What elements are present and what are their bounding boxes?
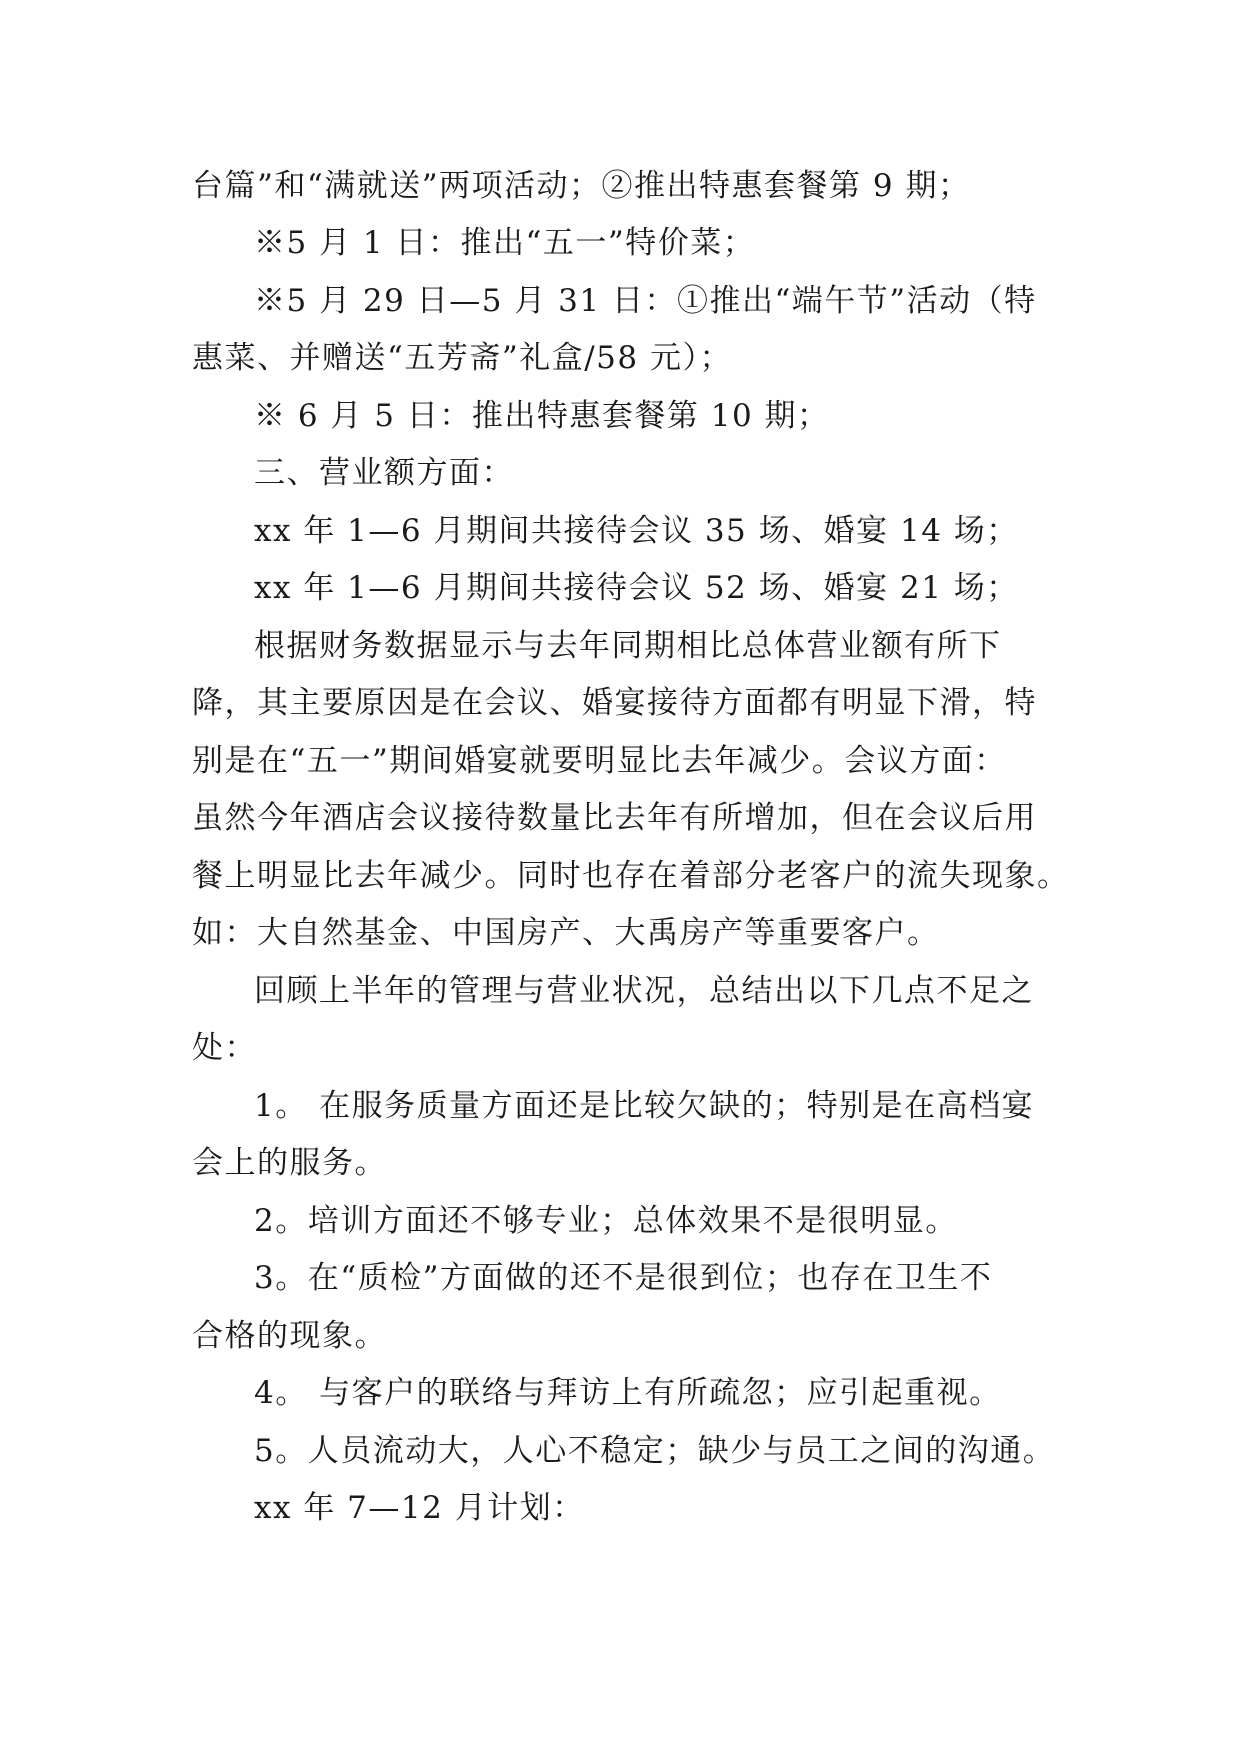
text-line: 餐上明显比去年减少。同时也存在着部分老客户的流失现象。 bbox=[192, 858, 1070, 894]
list-item: 1。 在服务质量方面还是比较欠缺的；特别是在高档宴 bbox=[254, 1088, 1035, 1124]
section-heading: xx 年 7—12 月计划： bbox=[254, 1490, 585, 1526]
text-line: 如：大自然基金、中国房产、大禹房产等重要客户。 bbox=[192, 915, 940, 951]
text-line: 处： bbox=[192, 1030, 257, 1066]
text-line: 虽然今年酒店会议接待数量比去年有所增加，但在会议后用 bbox=[192, 800, 1037, 836]
list-item: 2。培训方面还不够专业；总体效果不是很明显。 bbox=[254, 1203, 958, 1239]
text-line: xx 年 1—6 月期间共接待会议 35 场、婚宴 14 场； bbox=[254, 513, 1019, 549]
list-item: 4。 与客户的联络与拜访上有所疏忽；应引起重视。 bbox=[254, 1375, 1002, 1411]
text-line: ※5 月 1 日：推出“五一”特价菜； bbox=[254, 225, 756, 261]
text-line: xx 年 1—6 月期间共接待会议 52 场、婚宴 21 场； bbox=[254, 570, 1019, 606]
text-line: 会上的服务。 bbox=[192, 1145, 387, 1181]
section-heading: 三、营业额方面： bbox=[254, 455, 514, 491]
text-line: 台篇”和“满就送”两项活动；②推出特惠套餐第 9 期； bbox=[192, 168, 971, 204]
text-line: 惠菜、并赠送“五芳斋”礼盒/58 元）； bbox=[192, 340, 732, 376]
text-line: ※5 月 29 日—5 月 31 日：①推出“端午节”活动（特 bbox=[254, 283, 1037, 319]
text-line: 合格的现象。 bbox=[192, 1318, 387, 1354]
text-line: 根据财务数据显示与去年同期相比总体营业额有所下 bbox=[254, 628, 1002, 664]
text-line: 别是在“五一”期间婚宴就要明显比去年减少。会议方面： bbox=[192, 743, 1007, 779]
text-line: ※ 6 月 5 日：推出特惠套餐第 10 期； bbox=[254, 398, 830, 434]
text-line: 降，其主要原因是在会议、婚宴接待方面都有明显下滑，特 bbox=[192, 685, 1037, 721]
list-item: 5。人员流动大，人心不稳定；缺少与员工之间的沟通。 bbox=[254, 1433, 1056, 1469]
list-item: 3。在“质检”方面做的还不是很到位；也存在卫生不 bbox=[254, 1260, 993, 1296]
text-line: 回顾上半年的管理与营业状况，总结出以下几点不足之 bbox=[254, 973, 1034, 1009]
